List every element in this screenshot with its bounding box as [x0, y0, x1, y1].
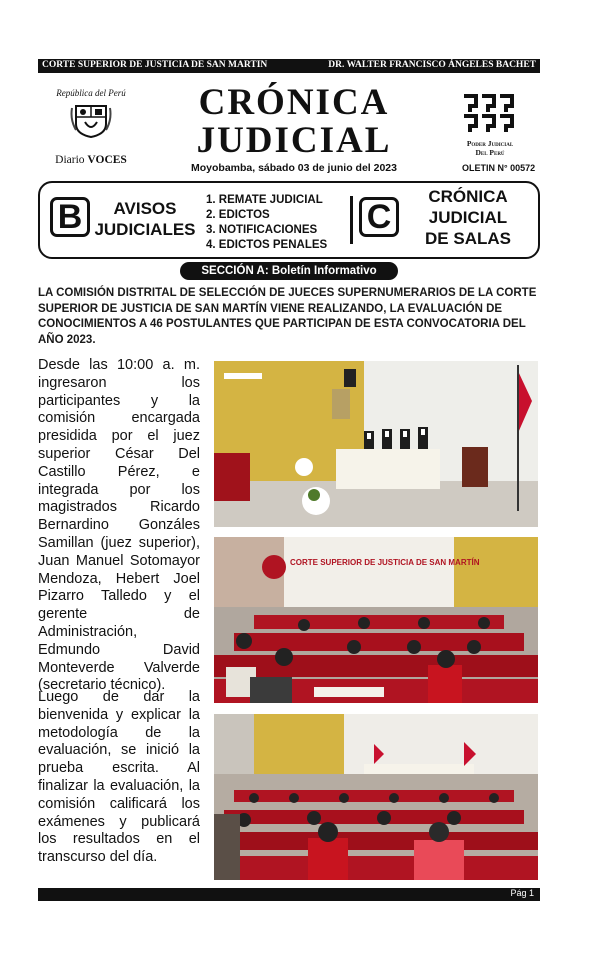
article-paragraph-1: Desde las 10:00 a. m. ingresaron los participantes y la comisión encargada presidida por el juez superior César Del Castillo Pérez, e integrada por los magistrados Ricardo Bernardino Gonzáles Samillan (juez superior), Juan Manuel Sotomayor Mendoza, Hebert Joel Pizarro Talledo y el gerente de Administración, Edmundo David Monteverde Valverde (secretario técnico). [38, 357, 200, 694]
list-item: 3. NOTIFICACIONES [206, 224, 318, 236]
republica-caption: República del Perú [56, 88, 126, 98]
list-item: 2. EDICTOS [206, 209, 270, 221]
room-banner: CORTE SUPERIOR DE JUSTICIA DE SAN MARTÍN [290, 558, 480, 567]
poder-judicial-logo-icon [460, 92, 520, 134]
article-headline: LA COMISIÓN DISTRITAL DE SELECCIÓN DE JUECES SUPERNUMERARIOS DE LA CORTE SUPERIOR DE JUSTICIA DE SAN MARTÍN VIENE REALIZANDO, LA EVALUACIÓN DE CONOCIMIENTOS A 46 POSTULANTES QUE PARTICIPAN DE ESTA CONVOCATORIA DEL AÑO 2023. [38, 287, 537, 346]
diario-voces-label: Diario VOCES [55, 154, 127, 166]
footer-bar [38, 888, 540, 901]
section-label: SECCIÓN A: Boletín Informativo [180, 262, 398, 280]
peru-coat-of-arms-icon [70, 102, 112, 138]
avisos-list [206, 193, 327, 253]
list-item: 1. REMATE JUDICIAL [206, 194, 323, 206]
divider [350, 196, 353, 244]
section-c-letter: C [359, 197, 399, 237]
masthead-title-line1: CRÓNICA [198, 82, 390, 123]
court-name: CORTE SUPERIOR DE JUSTICIA DE SAN MARTIN [42, 60, 268, 70]
photo-exam-room-rear [214, 714, 538, 880]
avisos-judiciales-heading: AVISOS JUDICIALES [94, 199, 196, 239]
photo-exam-room [214, 537, 538, 703]
photo-commission-panel [214, 361, 538, 527]
president-name: DR. WALTER FRANCISCO ÁNGELES BACHET [328, 60, 536, 70]
bulletin-number: OLETIN N° 00572 [462, 163, 536, 173]
article-paragraph-2: Luego de dar la bienvenida y explicar la metodología de la evaluación, se inició la prueba escrita. Al finalizar la evaluación, la comisión calificará los exámenes y publicará los resultados en el transcurso del día. [38, 689, 200, 866]
poder-judicial-label: Poder Judicial Del Perú [466, 139, 514, 157]
dateline: Moyobamba, sábado 03 de junio del 2023 [191, 162, 397, 174]
page-number: Pág 1 [510, 888, 534, 898]
masthead-title-line2: JUDICIAL [196, 120, 392, 161]
section-b-letter: B [50, 197, 90, 237]
cronica-salas-heading: CRÓNICA JUDICIAL DE SALAS [425, 187, 511, 248]
top-bar [38, 59, 540, 73]
masthead [180, 84, 408, 160]
list-item: 4. EDICTOS PENALES [206, 239, 328, 251]
diario-voces-logo [46, 88, 136, 174]
